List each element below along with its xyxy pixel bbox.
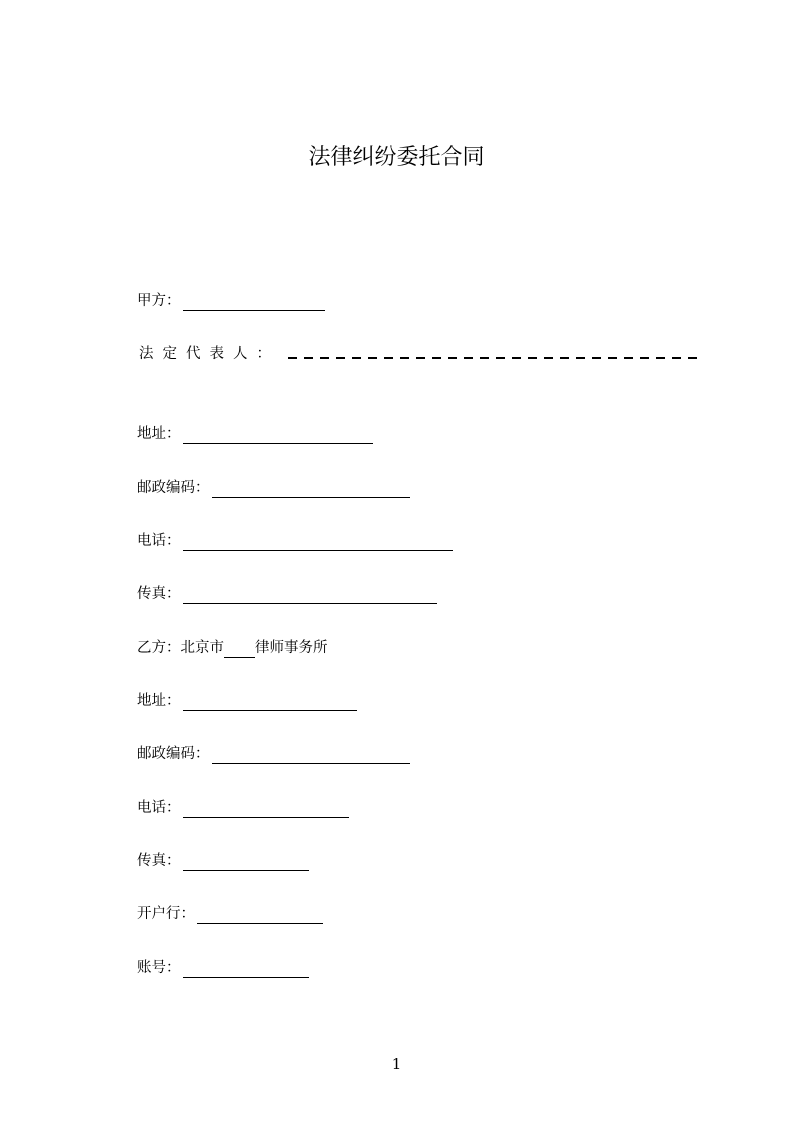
party-a-blank (183, 295, 325, 311)
party-a-address-label: 地址： (137, 426, 181, 442)
party-b-account-blank (183, 962, 309, 978)
party-b-account-label: 账号： (137, 960, 181, 976)
party-b-postcode-blank (212, 748, 410, 764)
party-b-account-field (137, 958, 309, 978)
party-b-label-prefix: 乙方：北京市 (137, 640, 224, 656)
party-a-field (137, 291, 325, 311)
party-b-phone-field (137, 798, 349, 818)
party-a-postcode-field (137, 478, 410, 498)
party-b-address-field (137, 691, 357, 711)
party-b-postcode-label: 邮政编码： (137, 746, 210, 762)
party-b-fax-label: 传真： (137, 853, 181, 869)
party-b-postcode-field (137, 744, 410, 764)
party-b-address-blank (183, 695, 357, 711)
party-a-fax-label: 传真： (137, 586, 181, 602)
party-b-label-suffix: 律师事务所 (255, 640, 328, 656)
party-b-phone-label: 电话： (137, 800, 181, 816)
party-a-address-field (137, 424, 373, 444)
party-b-address-label: 地址： (137, 693, 181, 709)
party-a-rep-blank (288, 357, 700, 359)
party-b-field (137, 638, 328, 658)
party-a-fax-blank (183, 588, 437, 604)
party-a-phone-label: 电话： (137, 533, 181, 549)
party-a-fax-field (137, 584, 437, 604)
party-a-postcode-blank (212, 482, 410, 498)
party-a-rep-label: 法定代表人： (139, 346, 280, 362)
party-b-bank-field (137, 904, 323, 924)
party-a-postcode-label: 邮政编码： (137, 480, 210, 496)
party-a-address-blank (183, 428, 373, 444)
party-b-fax-field (137, 851, 309, 871)
party-a-phone-blank (183, 535, 453, 551)
page-number: 1 (391, 1055, 402, 1073)
document-title: 法律纠纷委托合同 (308, 145, 485, 170)
party-a-label: 甲方： (137, 293, 181, 309)
party-b-fax-blank (183, 855, 309, 871)
party-b-bank-blank (197, 908, 323, 924)
party-b-bank-label: 开户行： (137, 906, 195, 922)
party-b-firm-blank (224, 642, 255, 658)
party-a-phone-field (137, 531, 453, 551)
party-b-phone-blank (183, 802, 349, 818)
